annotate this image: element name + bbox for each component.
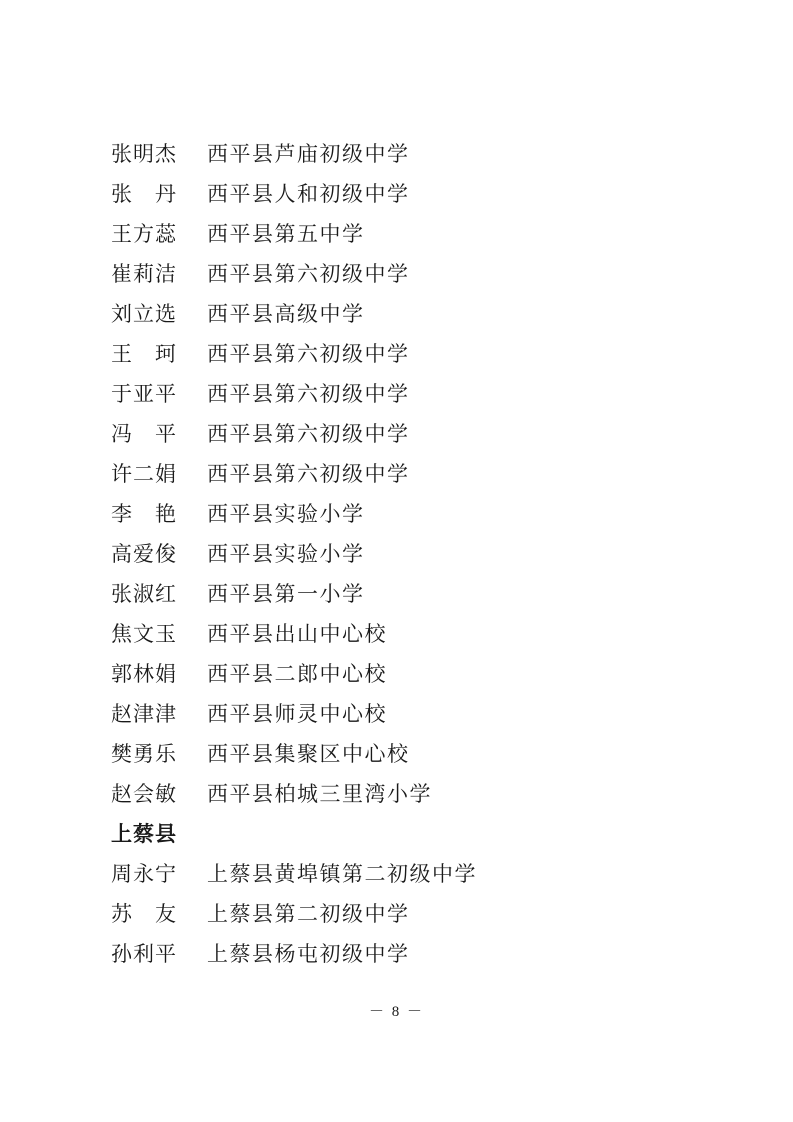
section-heading: 上蔡县 (111, 822, 177, 846)
list-item (111, 773, 711, 813)
person-name: 赵津津 (111, 702, 177, 726)
list-item (111, 533, 711, 573)
list-item (111, 133, 711, 173)
list-item (111, 213, 711, 253)
person-name: 张淑红 (111, 582, 177, 606)
person-name: 于亚平 (111, 382, 177, 406)
list-item (111, 253, 711, 293)
list-item (111, 573, 711, 613)
list-item (111, 733, 711, 773)
list-item (111, 333, 711, 373)
list-item (111, 693, 711, 733)
school-name: 西平县二郎中心校 (207, 662, 387, 686)
list-item (111, 293, 711, 333)
list-item (111, 493, 711, 533)
school-name: 西平县实验小学 (207, 542, 365, 566)
school-name: 西平县师灵中心校 (207, 702, 387, 726)
school-name: 上蔡县杨屯初级中学 (207, 942, 410, 966)
person-name: 高爱俊 (111, 542, 177, 566)
school-name: 西平县芦庙初级中学 (207, 142, 410, 166)
school-name: 西平县第六初级中学 (207, 342, 410, 366)
person-name: 刘立选 (111, 302, 177, 326)
person-name: 周永宁 (111, 862, 177, 886)
person-name: 许二娟 (111, 462, 177, 486)
school-name: 西平县人和初级中学 (207, 182, 410, 206)
school-name: 西平县集聚区中心校 (207, 742, 410, 766)
school-name: 西平县出山中心校 (207, 622, 387, 646)
school-name: 西平县第六初级中学 (207, 382, 410, 406)
person-name: 郭林娟 (111, 662, 177, 686)
page-number: － 8 － (368, 1004, 424, 1020)
school-name: 西平县柏城三里湾小学 (207, 782, 432, 806)
list-item (111, 893, 711, 933)
person-name: 张 丹 (111, 182, 177, 206)
person-name: 崔莉洁 (111, 262, 177, 286)
person-name: 张明杰 (111, 142, 177, 166)
list-item (111, 413, 711, 453)
list-item (111, 853, 711, 893)
list-item (111, 373, 711, 413)
list-item (111, 653, 711, 693)
person-name: 苏 友 (111, 902, 177, 926)
list-item (111, 933, 711, 973)
school-name: 西平县第六初级中学 (207, 462, 410, 486)
list-item (111, 173, 711, 213)
person-name: 王方蕊 (111, 222, 177, 246)
school-name: 西平县第一小学 (207, 582, 365, 606)
school-name: 西平县高级中学 (207, 302, 365, 326)
person-name: 焦文玉 (111, 622, 177, 646)
school-name: 上蔡县第二初级中学 (207, 902, 410, 926)
person-name: 冯 平 (111, 422, 177, 446)
person-name: 王 珂 (111, 342, 177, 366)
school-name: 西平县第五中学 (207, 222, 365, 246)
entry-list (111, 133, 711, 973)
person-name: 李 艳 (111, 502, 177, 526)
person-name: 孙利平 (111, 942, 177, 966)
school-name: 西平县第六初级中学 (207, 262, 410, 286)
school-name: 西平县实验小学 (207, 502, 365, 526)
person-name: 赵会敏 (111, 782, 177, 806)
list-item (111, 453, 711, 493)
school-name: 西平县第六初级中学 (207, 422, 410, 446)
school-name: 上蔡县黄埠镇第二初级中学 (207, 862, 477, 886)
list-item (111, 613, 711, 653)
person-name: 樊勇乐 (111, 742, 177, 766)
